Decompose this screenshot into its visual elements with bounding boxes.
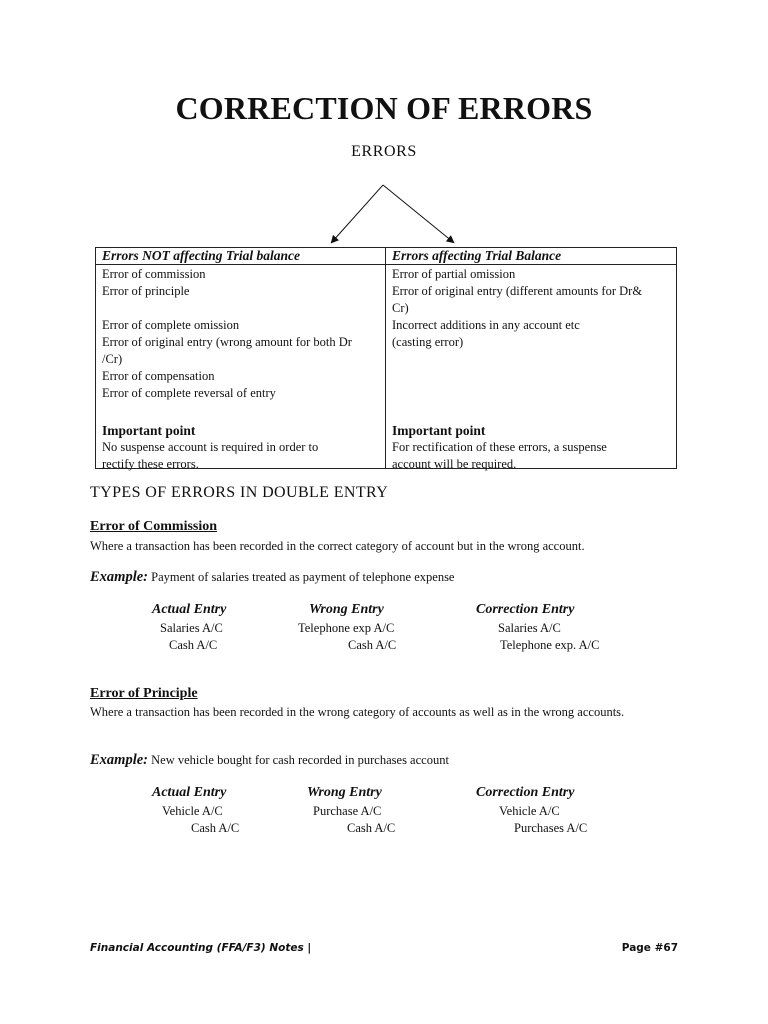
left-important-line: No suspense account is required in order to <box>102 440 319 454</box>
commission-example-text: Payment of salaries treated as payment of telephone expense <box>148 570 455 584</box>
right-column-header: Errors affecting Trial Balance <box>386 248 676 265</box>
commission-description: Where a transaction has been recorded in the correct category of account but in the wrong account. <box>90 539 585 553</box>
right-important-heading: Important point <box>392 423 486 438</box>
left-branch-arrow <box>332 185 383 242</box>
principle-actual-heading: Actual Entry <box>152 785 227 800</box>
left-column-header: Errors NOT affecting Trial balance <box>96 248 385 265</box>
commission-example-label: Example: <box>90 569 148 585</box>
errors-table <box>95 247 677 469</box>
commission-correction-heading: Correction Entry <box>476 602 575 617</box>
right-important-line: For rectification of these errors, a suspense <box>392 440 607 454</box>
errors-subtitle: ERRORS <box>351 143 417 160</box>
left-item: Error of complete reversal of entry <box>102 386 276 400</box>
section-heading: TYPES OF ERRORS IN DOUBLE ENTRY <box>90 484 389 501</box>
commission-example <box>90 569 454 586</box>
left-important-line: rectify these errors. <box>102 457 199 471</box>
page-title: CORRECTION OF ERRORS <box>175 90 593 126</box>
branch-arrows-diagram <box>0 0 768 260</box>
right-item: Cr) <box>392 301 409 315</box>
principle-heading: Error of Principle <box>90 686 198 701</box>
principle-correction-debit: Vehicle A/C <box>499 804 560 818</box>
right-column-body <box>386 265 676 473</box>
footer-course-title: Financial Accounting (FFA/F3) Notes | <box>90 942 312 954</box>
right-important-line: account will be required. <box>392 457 517 471</box>
right-item: Error of original entry (different amounts for Dr& <box>392 284 643 298</box>
left-item: Error of principle <box>102 284 190 298</box>
right-branch-arrow <box>383 185 453 242</box>
principle-wrong-debit: Purchase A/C <box>313 804 382 818</box>
commission-correction-credit: Telephone exp. A/C <box>500 638 600 652</box>
principle-example-label: Example: <box>90 752 148 768</box>
left-item-blank <box>102 300 379 317</box>
principle-example-text: New vehicle bought for cash recorded in purchases account <box>148 753 449 767</box>
principle-description: Where a transaction has been recorded in the wrong category of accounts as well as in the wrong accounts. <box>90 705 625 719</box>
principle-wrong-credit: Cash A/C <box>347 821 396 835</box>
commission-actual-debit: Salaries A/C <box>160 621 223 635</box>
right-item: Error of partial omission <box>392 267 516 281</box>
principle-actual-credit: Cash A/C <box>191 821 240 835</box>
commission-wrong-credit: Cash A/C <box>348 638 397 652</box>
left-item: Error of compensation <box>102 369 215 383</box>
principle-example <box>90 752 449 769</box>
left-item: /Cr) <box>102 352 123 366</box>
right-item: Incorrect additions in any account etc <box>392 318 580 332</box>
principle-wrong-heading: Wrong Entry <box>307 785 382 800</box>
principle-actual-debit: Vehicle A/C <box>162 804 223 818</box>
commission-correction-debit: Salaries A/C <box>498 621 561 635</box>
left-important-heading: Important point <box>102 423 196 438</box>
footer-page-number: Page #67 <box>621 942 678 954</box>
commission-actual-credit: Cash A/C <box>169 638 218 652</box>
commission-heading: Error of Commission <box>90 519 218 534</box>
right-item: (casting error) <box>392 335 464 349</box>
principle-correction-heading: Correction Entry <box>476 785 575 800</box>
errors-affecting-column <box>386 248 676 471</box>
principle-correction-credit: Purchases A/C <box>514 821 588 835</box>
left-item: Error of original entry (wrong amount for both Dr <box>102 335 352 349</box>
left-item: Error of commission <box>102 267 206 281</box>
commission-wrong-heading: Wrong Entry <box>309 602 384 617</box>
commission-wrong-debit: Telephone exp A/C <box>298 621 395 635</box>
commission-actual-heading: Actual Entry <box>152 602 227 617</box>
errors-not-affecting-column <box>96 248 386 471</box>
left-item: Error of complete omission <box>102 318 240 332</box>
left-column-body <box>96 265 385 473</box>
